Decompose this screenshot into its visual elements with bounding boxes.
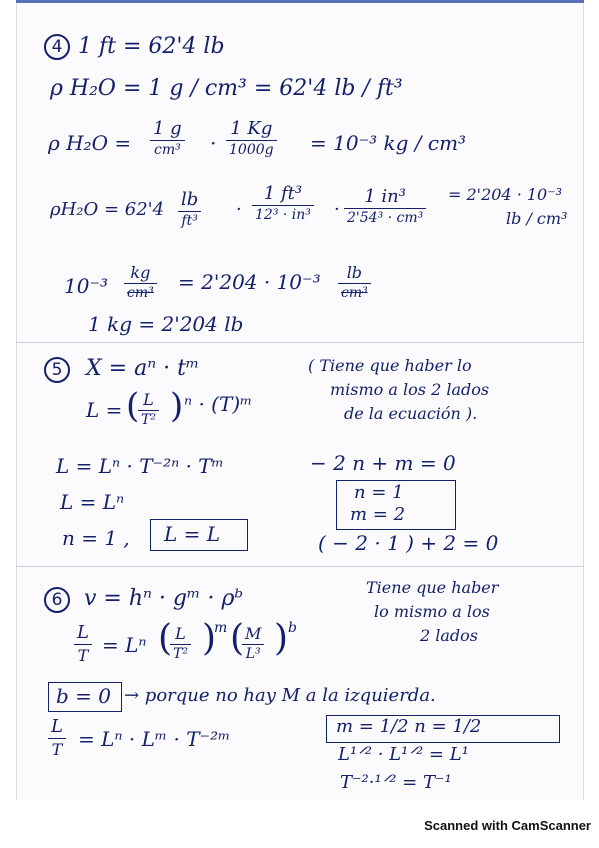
- p5-line-2-right: ⁿ · (T)ᵐ: [184, 392, 253, 416]
- fraction-bar: [48, 738, 66, 739]
- p4-line-4-dot-2: ·: [334, 199, 340, 220]
- p4-line-4-dot-1: ·: [236, 199, 242, 220]
- p5-check: ( − 2 · 1 ) + 2 = 0: [318, 531, 499, 555]
- p4-line-5-fraction-1: [124, 263, 157, 301]
- fraction-numerator: 1 g: [153, 118, 182, 139]
- fraction-numerator: L: [51, 716, 63, 737]
- p5-equation: − 2 n + m = 0: [310, 451, 456, 475]
- fraction-denominator: ft³: [181, 213, 198, 229]
- fraction-denominator: L³: [245, 646, 261, 662]
- p5-note-line-2: mismo a los 2 lados: [330, 380, 490, 399]
- p6-result-box-text: m = 1/2 n = 1/2: [336, 716, 482, 737]
- p6-line-2-fraction-2: [170, 624, 191, 662]
- fraction-denominator: cm³: [127, 285, 154, 301]
- fraction-bar: [74, 644, 92, 645]
- p6-note-line-2: lo mismo a los: [374, 602, 490, 621]
- p4-line-1: 1 ft = 62'4 lb: [78, 34, 225, 59]
- fraction-denominator: T²: [173, 646, 188, 662]
- p6-b-box-text: b = 0: [56, 684, 111, 708]
- fraction-bar: [252, 205, 314, 206]
- p4-line-3-fraction-2: [226, 118, 277, 158]
- p5-note-line-1: ( Tiene que haber lo: [308, 356, 472, 375]
- fraction-numerator: lb: [346, 263, 363, 282]
- p5-line-1: X = aⁿ · tᵐ: [86, 356, 200, 381]
- p4-line-6: 1 kg = 2'204 lb: [88, 312, 244, 336]
- p6-exponent-b: b: [288, 620, 297, 636]
- fraction-bar: [226, 140, 277, 141]
- p4-line-3-fraction-1: [150, 118, 185, 158]
- p6-line-2-fraction-1: [74, 622, 92, 665]
- p4-line-3-dot: ·: [210, 131, 217, 155]
- p4-line-5-mid: = 2'204 · 10⁻³: [178, 270, 321, 294]
- p5-close-paren: ): [170, 386, 184, 426]
- p5-result-box-text: L = L: [164, 522, 221, 546]
- p4-line-4-left: ρH₂O = 62'4: [50, 199, 165, 220]
- p5-line-3: L = Lⁿ · T⁻²ⁿ · Tᵐ: [56, 454, 224, 478]
- fraction-denominator: T: [51, 740, 63, 759]
- p6-line-2-fraction-3: [242, 624, 264, 662]
- p5-solution-m: m = 2: [350, 504, 406, 525]
- fraction-bar: [138, 410, 159, 411]
- p6-line-4-fraction: [48, 716, 66, 759]
- p6-open-paren-1: (: [158, 618, 173, 659]
- fraction-numerator: L: [77, 622, 89, 643]
- fraction-bar: [338, 283, 371, 284]
- p4-line-3-left: ρ H₂O =: [48, 131, 132, 155]
- fraction-numerator: kg: [130, 263, 151, 282]
- fraction-numerator: L: [143, 390, 154, 409]
- p6-result-line-2: L¹ᐟ² · L¹ᐟ² = L¹: [338, 744, 469, 765]
- p5-open-paren: (: [126, 386, 140, 426]
- fraction-numerator: lb: [181, 189, 199, 210]
- fraction-bar: [242, 644, 264, 645]
- fraction-bar: [150, 140, 185, 141]
- p6-result-line-3: T⁻²·¹ᐟ² = T⁻¹: [340, 772, 452, 793]
- fraction-numerator: 1 ft³: [263, 183, 303, 204]
- fraction-denominator: 2'54³ · cm³: [347, 210, 424, 226]
- p4-line-5-left: 10⁻³: [64, 274, 109, 298]
- p6-note-line-1: Tiene que haber: [366, 578, 499, 597]
- p4-line-4-right: = 2'204 · 10⁻³: [448, 185, 563, 204]
- fraction-denominator: T²: [141, 412, 156, 428]
- page-top-edge: [16, 0, 584, 3]
- p5-line-2-left: L =: [86, 398, 123, 422]
- p6-close-paren-1: ): [202, 618, 217, 659]
- fraction-numerator: 1 in³: [364, 186, 406, 207]
- p4-line-5-fraction-2: [338, 263, 371, 301]
- p4-line-4-fraction-1: [178, 189, 201, 229]
- fraction-bar: [178, 211, 201, 212]
- fraction-numerator: M: [245, 624, 262, 643]
- p5-solution-n: n = 1: [354, 482, 404, 503]
- p5-line-2-fraction: [138, 390, 159, 428]
- p4-line-2: ρ H₂O = 1 g / cm³ = 62'4 lb / ft³: [50, 76, 403, 101]
- p6-line-1: v = hⁿ · gᵐ · ρᵇ: [84, 586, 244, 611]
- p6-note-line-3: 2 lados: [420, 626, 479, 645]
- p5-line-4: L = Lⁿ: [60, 490, 125, 514]
- p6-line-2-mid: = Lⁿ: [102, 633, 147, 657]
- p4-line-3-right: = 10⁻³ kg / cm³: [310, 131, 467, 155]
- p5-line-5-left: n = 1 ,: [62, 526, 130, 550]
- p6-close-paren-2: ): [274, 618, 289, 659]
- p6-line-4-right: = Lⁿ · Lᵐ · T⁻²ᵐ: [78, 727, 231, 751]
- fraction-numerator: L: [175, 624, 186, 643]
- fraction-bar: [344, 208, 426, 209]
- fraction-denominator: cm³: [341, 285, 368, 301]
- fraction-denominator: cm³: [153, 142, 181, 158]
- p4-line-4-fraction-2: [252, 183, 314, 223]
- fraction-denominator: 1000g: [229, 142, 274, 158]
- fraction-bar: [124, 283, 157, 284]
- problem-5-number: 5: [44, 357, 70, 383]
- p4-line-4-unit: lb / cm³: [506, 209, 568, 228]
- fraction-bar: [170, 644, 191, 645]
- fraction-numerator: 1 Kg: [230, 118, 273, 139]
- problem-6-number: 6: [44, 587, 70, 613]
- p6-exponent-m: m: [214, 620, 228, 636]
- scanner-watermark: Scanned with CamScanner: [424, 818, 591, 833]
- p6-arrow-note: → porque no hay M a la izquierda.: [124, 685, 436, 706]
- section-divider-2: [16, 566, 584, 567]
- section-divider-1: [16, 342, 584, 343]
- p6-open-paren-2: (: [230, 618, 245, 659]
- problem-4-number: 4: [44, 34, 70, 60]
- p4-line-4-fraction-3: [344, 186, 426, 226]
- fraction-denominator: 12³ · in³: [255, 207, 311, 223]
- fraction-denominator: T: [77, 646, 89, 665]
- p5-note-line-3: de la ecuación ).: [344, 404, 478, 423]
